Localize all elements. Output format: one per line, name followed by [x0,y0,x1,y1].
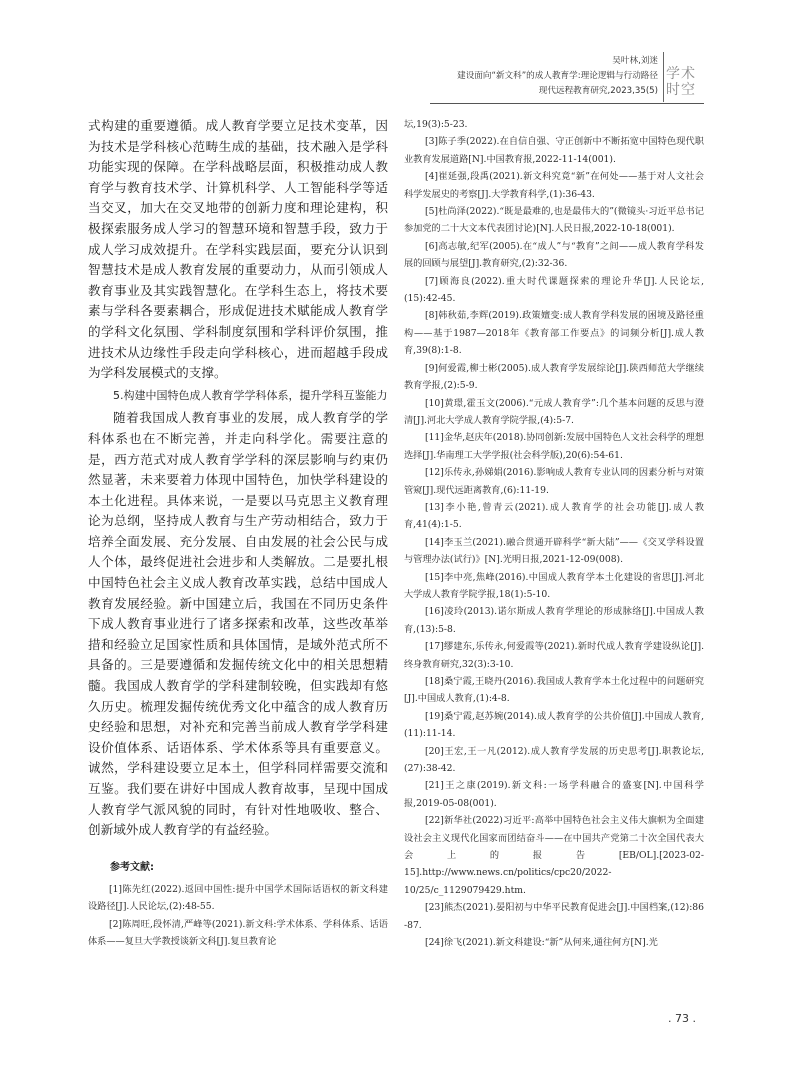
reference-item: [18]桑宁霞,王晓丹(2016).我国成人教育学本土化过程中的问题研究[J].中国成人教育,(1):4-8. [404,676,704,705]
reference-item: [1]陈先红(2022).返回中国性:提升中国学术国际话语权的新文科建设路径[J].人民论坛,(2):48-55. [88,883,388,913]
reference-item: [16]凌玲(2013).诺尔斯成人教育学理论的形成脉络[J].中国成人教育,(13):5-8. [404,606,704,635]
reference-item: [17]缪建东,乐传永,何爱霞等(2021).新时代成人教育学建设纵论[J].终身教育研究,32(3):3-10. [404,641,704,670]
left-column [88,116,388,950]
reference-item: [2]陈周旺,段怀清,严峰等(2021).新文科:学术体系、学科体系、话语体系——复旦大学教授谈新文科[J].复旦教育论 [88,918,388,947]
reference-item: [10]黄璟,霍玉文(2006).“元成人教育学”:几个基本问题的反思与澄清[J].河北大学成人教育学院学报,(4):5-7. [404,397,704,426]
reference-item: [23]熊杰(2021).晏阳初与中华平民教育促进会[J].中国档案,(12):86-87. [404,902,704,931]
reference-item: [24]徐飞(2021).新文科建设:“新”从何来,通往何方[N].光 [425,937,658,949]
header-article-title: 建设面向“新文科”的成人教育学:理论逻辑与行动路径 [457,71,658,81]
reference-item: [6]高志敏,纪军(2005).在“成人”与“教育”之间——成人教育学科发展的回顾与展望[J].教育研究,(2):32-36. [404,240,704,270]
reference-item: [3]陈子季(2022).在自信自强、守正创新中不断拓宽中国特色现代职业教育发展道路[N].中国教育报,2022-11-14(001). [404,136,704,165]
section-subheading: 5.构建中国特色成人教育学学科体系，提升学科互鉴能力 [113,388,388,402]
reference-item: [5]杜尚泽(2022).“既是最难的,也是最伟大的”(微镜头·习近平总书记参加党的二十大文本代表团讨论)[N].人民日报,2022-10-18(001). [404,206,704,235]
header-citation [457,54,658,99]
reference-item: [4]崔延强,段禹(2021).新文科究竟“新”在何处——基于对人文社会科学发展史的考察[J].大学教育科学,(1):36-43. [404,171,704,200]
column-logo-top: 学术 [666,66,696,82]
reference-item: [14]李玉兰(2021).融合贯通开辟科学“新大陆”——《交叉学科设置与管理办法(试行)》[N].光明日报,2021-12-09(008). [404,536,704,566]
reference-item: [21]王之康(2019).新文科:一场学科融合的盛宴[N].中国科学报,2019-05-08(001). [404,780,704,809]
header-horizontal-rule [430,103,704,104]
running-header [300,48,704,104]
reference-item: [11]金华,赵庆年(2018).协同创新:发展中国特色人文社会科学的理想选择[J].华南理工大学学报(社会科学版),20(6):54-61. [404,432,704,461]
column-logo-bottom: 时空 [666,82,696,98]
reference-item: [19]桑宁霞,赵苏婉(2014).成人教育学的公共价值[J].中国成人教育,(11):11-14. [404,710,704,740]
body-paragraph: 式构建的重要遵循。成人教育学要立足技术变革，因为技术是学科核心范畴生成的基础，技术融入是学科功能实现的保障。在学科战略层面，积极推动成人教育学与教育技术学、计算机科学、人工智能科学等适当交叉，加大在交叉地带的创新力度和理论建构，积极探索服务成人学习的智慧环境和智慧手段，致力于成人学习成效提升。在学科实践层面，要充分认识到智慧技术是成人教育发展的重要动力，从而引领成人教育事业及其实践智慧化。在学科生态上，将技术要素与学科各要素耦合，形成促进技术赋能成人教育学的学科文化氛围、学科制度氛围和学科评价氛围，推进技术从边缘性手段走向学科核心，进而超越手段成为学科发展模式的支撑。 [88,118,388,381]
header-vertical-rule [663,52,664,102]
reference-item: [22]新华社(2022)习近平:高举中国特色社会主义伟大旗帜为全面建设社会主义现代化国家而团结奋斗——在中国共产党第二十次全国代表大会上的报告[EB/OL].[2023-02-15].http://www.news.cn/politics/cpc20/2022-10/25/c_1129079429.htm. [404,815,704,896]
reference-item: [15]李中亮,焦峰(2016).中国成人教育学本土化建设的省思[J].河北大学成人教育学院学报,18(1):5-10. [404,571,704,600]
header-journal-info: 现代远程教育研究,2023,35(5) [538,86,658,96]
reference-item: [7]顾海良(2022).重大时代课题探索的理论升华[J].人民论坛,(15):42-45. [404,275,704,305]
reference-item-continued: 坛,19(3):5-23. [404,119,468,130]
reference-item: [9]何爱霞,柳士彬(2005).成人教育学发展综论[J].陕西师范大学继续教育学报,(2):5-9. [404,362,704,392]
reference-item: [20]王宏,王一凡(2012).成人教育学发展的历史思考[J].职教论坛,(27):38-42. [404,745,704,775]
body-paragraph: 随着我国成人教育事业的发展，成人教育学的学科体系也在不断完善，并走向科学化。需要注意的是，西方范式对成人教育学学科的深层影响与约束仍然显著，未来要着力体现中国特色，加快学科建设的本土化进程。具体来说，一是要以马克思主义教育理论为总纲，坚持成人教育与生产劳动相结合，致力于培养全面发展、充分发展、自由发展的社会公民与成人个体，最终促进社会进步和人类解放。二是要扎根中国特色社会主义成人教育改革实践，总结中国成人教育发展经验。新中国建立后，我国在不同历史条件下成人教育事业进行了诸多探索和改革，这些改革举措和经验立足国家性质和具体国情，是域外范式所不具备的。三是要遵循和发掘传统文化中的相关思想精髓。我国成人教育学的学科建制较晚，但实践却有悠久历史。梳理发掘传统优秀文化中蕴含的成人教育历史经验和思想，对补充和完善当前成人教育学学科建设价值体系、话语体系、学术体系等具有重要意义。诚然，学科建设要立足本土，但学科同样需要交流和互鉴。我们要在讲好中国成人教育故事，呈现中国成人教育学气派风貌的同时，有针对性地吸收、整合、创新域外成人教育学的有益经验。 [88,410,388,838]
reference-item: [12]乐传永,孙娣娟(2016).影响成人教育专业认同的因素分析与对策管窥[J].现代远距离教育,(6):11-19. [404,467,704,496]
reference-item: [8]韩秋茹,李辉(2019).政策嬗变:成人教育学科发展的困境及路径重构——基于1987—2018年《教育部工作要点》的词频分析[J].成人教育,39(8):1-8. [404,310,704,357]
header-authors: 吴叶林,刘迷 [612,56,658,66]
right-column [404,116,704,952]
column-logo [666,66,704,98]
page-number: . 73 . [668,1012,696,1025]
references-heading: 参考文献: [110,861,154,873]
reference-item: [13]李小艳,曾青云(2021).成人教育学的社会功能[J].成人教育,41(4):1-5. [404,501,704,531]
